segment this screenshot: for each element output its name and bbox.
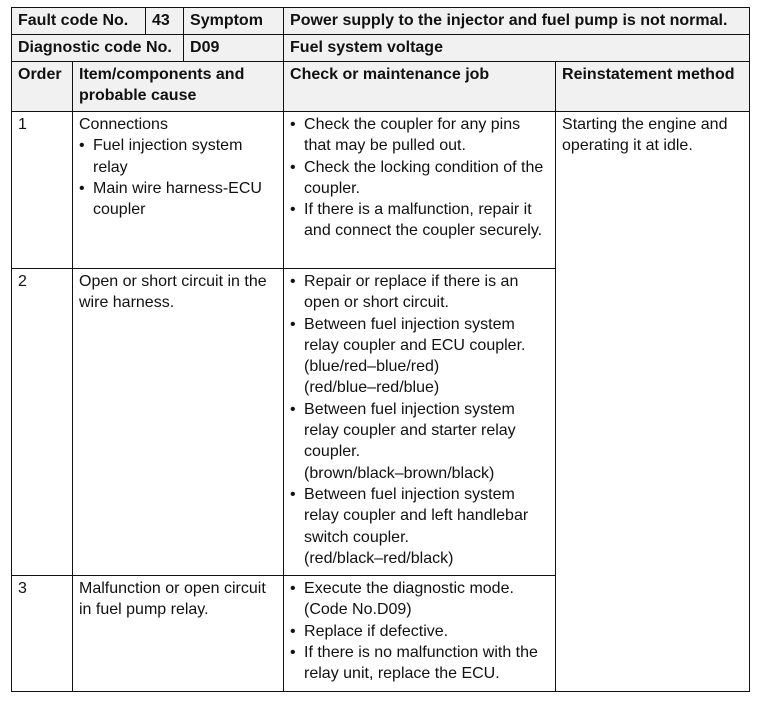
check-item: • Check the coupler for any pins that may be pulled out. [290, 114, 549, 157]
check-list [290, 271, 549, 569]
diagnostic-code-value: D09 [184, 35, 284, 62]
check-item: • Replace if defective. [290, 621, 549, 642]
check-item [290, 399, 549, 484]
fault-code-value: 43 [146, 8, 184, 35]
wire-color-note: (red/blue–red/blue) [304, 379, 440, 397]
column-header-reinstatement: Reinstatement method [556, 62, 750, 112]
check-list [290, 114, 549, 242]
cause-cell [73, 576, 284, 692]
check-list [290, 578, 549, 684]
check-item: • If there is a malfunction, repair it and connect the coupler securely. [290, 199, 549, 242]
cause-title: Malfunction or open circuit in fuel pump relay. [79, 580, 266, 619]
column-header-check: Check or maintenance job [284, 62, 556, 112]
check-text: Between fuel injection system relay coupler and ECU coupler. [304, 315, 526, 354]
code-note: (Code No.D09) [304, 601, 412, 619]
diagnostic-code-row [12, 35, 750, 62]
check-item: • If there is no malfunction with the relay unit, replace the ECU. [290, 642, 549, 685]
wire-color-note: (blue/red–blue/red) [304, 358, 440, 376]
cause-cell [73, 112, 284, 269]
column-header-order: Order [12, 62, 73, 112]
check-text: Execute the diagnostic mode. [304, 580, 514, 597]
symptom-label: Symptom [184, 8, 284, 35]
order-number: 3 [12, 576, 73, 692]
table-row [12, 112, 750, 269]
check-text: Repair or replace if there is an open or short circuit. [304, 273, 519, 312]
cause-cell [73, 269, 284, 576]
wire-color-note: (brown/black–brown/black) [304, 464, 495, 482]
diagnostic-code-label: Diagnostic code No. [12, 35, 184, 62]
check-text: Between fuel injection system relay coupler and starter relay coupler. [304, 400, 516, 461]
fault-code-row [12, 8, 750, 35]
cause-item: • Main wire harness-ECU coupler [79, 178, 277, 221]
wire-color-note: (red/black–red/black) [304, 549, 454, 567]
diagnostic-code-name: Fuel system voltage [284, 35, 750, 62]
order-number: 1 [12, 112, 73, 269]
cause-title: Open or short circuit in the wire harness. [79, 273, 267, 312]
column-header-row [12, 62, 750, 112]
check-item [290, 484, 549, 569]
check-item: • Check the locking condition of the coupler. [290, 157, 549, 200]
cause-list [79, 135, 277, 220]
check-text: Between fuel injection system relay coupler and left handlebar switch coupler. [304, 485, 529, 546]
fault-diagnosis-table [11, 7, 750, 692]
check-item [290, 314, 549, 399]
cause-item: • Fuel injection system relay [79, 135, 277, 178]
check-cell [284, 112, 556, 269]
fault-code-label: Fault code No. [12, 8, 146, 35]
column-header-item: Item/components and probable cause [73, 62, 284, 112]
fault-table-sheet [11, 7, 749, 692]
order-number: 2 [12, 269, 73, 576]
symptom-value: Power supply to the injector and fuel pump is not normal. [284, 8, 750, 35]
check-cell [284, 576, 556, 692]
check-cell [284, 269, 556, 576]
cause-title: Connections [79, 116, 168, 133]
reinstatement-cell: Starting the engine and operating it at idle. [556, 112, 750, 692]
check-item [290, 271, 549, 314]
check-item [290, 578, 549, 621]
